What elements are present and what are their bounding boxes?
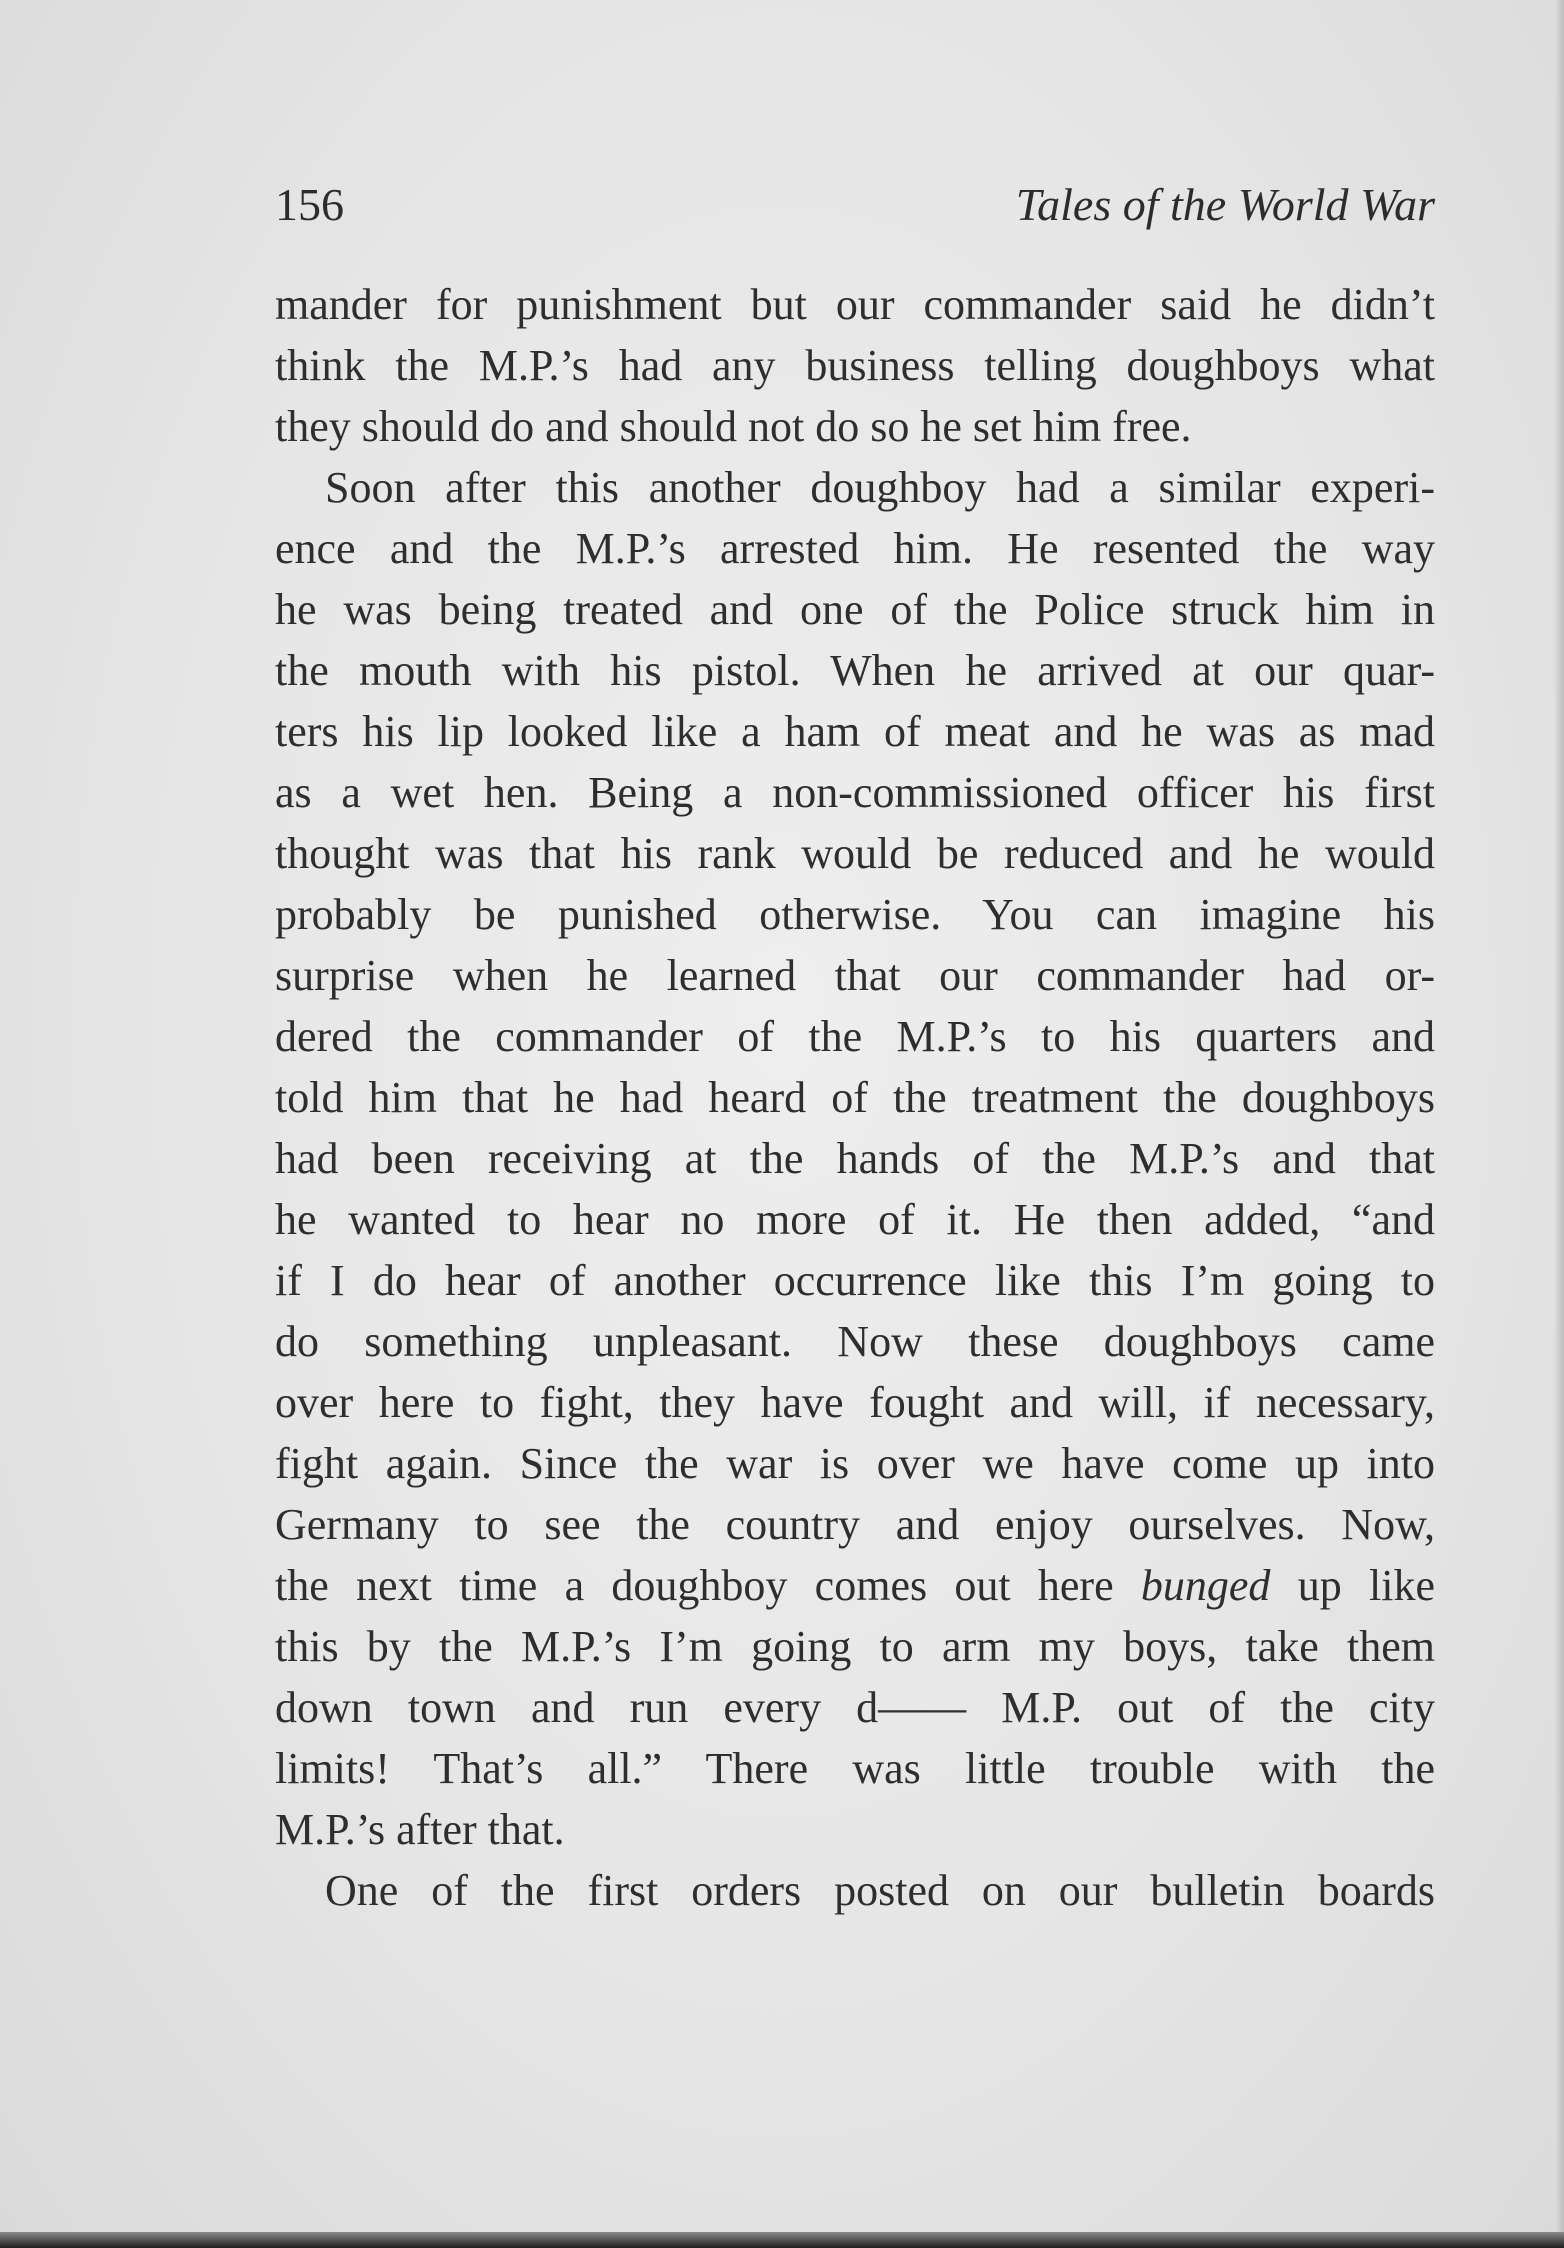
- text-line: fight again. Since the war is over we have come up into: [275, 1439, 1435, 1488]
- text-line: he wanted to hear no more of it. He then added, “and: [275, 1195, 1435, 1244]
- text-line: mander for punishment but our commander said he didn’t: [275, 280, 1435, 329]
- page-edge-right: [1554, 0, 1564, 2248]
- text-line: had been receiving at the hands of the M.P.’s and that: [275, 1134, 1435, 1183]
- text-line-with-italic: [275, 1555, 1435, 1616]
- text-line: down town and run every d—— M.P. out of the city: [275, 1683, 1435, 1732]
- text-segment: the next time a doughboy comes out here: [275, 1561, 1141, 1610]
- running-title: Tales of the World War: [1015, 179, 1435, 230]
- text-line: do something unpleasant. Now these doughboys came: [275, 1317, 1435, 1366]
- text-line: the mouth with his pistol. When he arrived at our quar-: [275, 646, 1435, 695]
- text-line: Soon after this another doughboy had a similar experi-: [325, 463, 1435, 512]
- page-number: 156: [275, 179, 344, 230]
- text-line: ters his lip looked like a ham of meat and he was as mad: [275, 707, 1435, 756]
- text-line: surprise when he learned that our commander had or-: [275, 951, 1435, 1000]
- text-line: this by the M.P.’s I’m going to arm my boys, take them: [275, 1622, 1435, 1671]
- text-line: over here to fight, they have fought and will, if necessary,: [275, 1378, 1435, 1427]
- text-line: as a wet hen. Being a non-commissioned officer his first: [275, 768, 1435, 817]
- text-line: thought was that his rank would be reduced and he would: [275, 829, 1435, 878]
- body-text: [275, 274, 1435, 1921]
- text-line: think the M.P.’s had any business telling doughboys what: [275, 341, 1435, 390]
- text-line: One of the first orders posted on our bulletin boards: [325, 1866, 1435, 1915]
- text-line: he was being treated and one of the Police struck him in: [275, 585, 1435, 634]
- page-edge-bottom: [0, 2232, 1564, 2248]
- text-line: Germany to see the country and enjoy ourselves. Now,: [275, 1500, 1435, 1549]
- text-line: ence and the M.P.’s arrested him. He resented the way: [275, 524, 1435, 573]
- italic-word: bunged: [1140, 1561, 1271, 1610]
- text-line: they should do and should not do so he set him free.: [275, 402, 1192, 451]
- text-segment: up like: [1270, 1561, 1435, 1610]
- text-line: M.P.’s after that.: [275, 1805, 565, 1854]
- text-line: limits! That’s all.” There was little trouble with the: [275, 1744, 1435, 1793]
- text-line: probably be punished otherwise. You can imagine his: [275, 890, 1435, 939]
- text-line: told him that he had heard of the treatment the doughboys: [275, 1073, 1435, 1122]
- page-header: [275, 178, 1435, 238]
- text-line: if I do hear of another occurrence like this I’m going to: [275, 1256, 1435, 1305]
- text-line: dered the commander of the M.P.’s to his quarters and: [275, 1012, 1435, 1061]
